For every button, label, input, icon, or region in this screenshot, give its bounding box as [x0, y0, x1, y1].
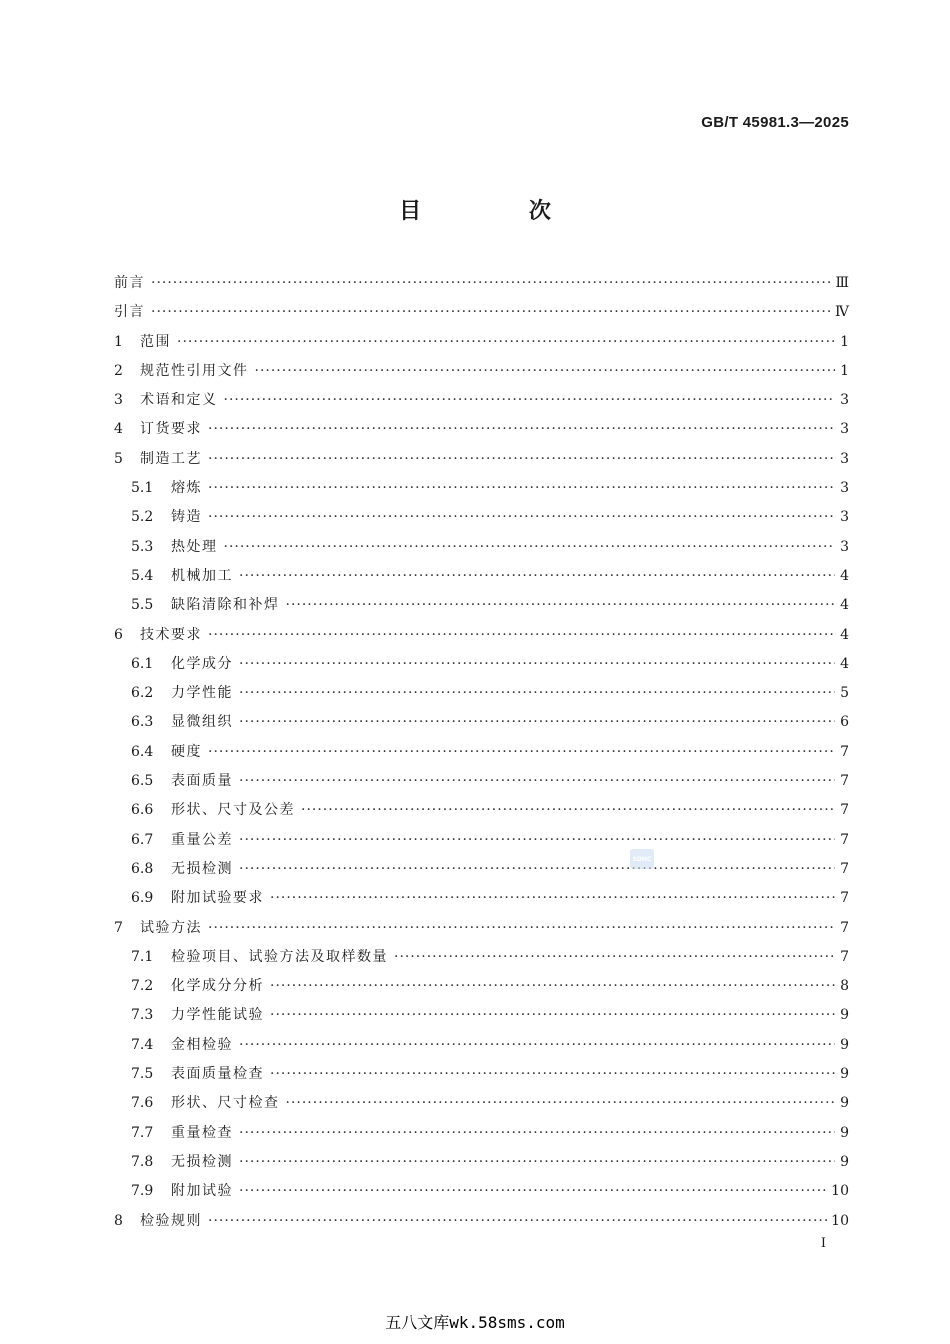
document-code: GB/T 45981.3—2025: [701, 114, 849, 131]
toc-entry-number: 6.8: [131, 860, 154, 877]
toc-entry-page: 6: [840, 714, 849, 731]
toc-entry-page: 4: [840, 567, 849, 584]
toc-entry[interactable]: [114, 415, 849, 444]
toc-leader-dots: [286, 1089, 836, 1118]
toc-entry-page: 4: [840, 626, 849, 643]
toc-entry-label: 缺陷清除和补焊: [171, 597, 280, 614]
toc-entry-label: 检验项目、试验方法及取样数量: [171, 948, 388, 965]
toc-entry-number: 6.3: [131, 714, 154, 731]
toc-entry-label: 形状、尺寸及公差: [171, 802, 295, 819]
toc-leader-dots: [208, 1207, 827, 1236]
toc-entry-label: 显微组织: [171, 714, 233, 731]
toc-leader-dots: [208, 445, 835, 474]
toc-leader-dots: [239, 826, 835, 855]
toc-entry-number: 8: [114, 1212, 123, 1229]
toc-entry[interactable]: [114, 738, 849, 767]
toc-entry-page: 7: [840, 831, 849, 848]
toc-entry-number: 2: [114, 362, 123, 379]
toc-entry-label: 范围: [140, 333, 171, 350]
toc-entry-number: 7.7: [131, 1124, 154, 1141]
toc-leader-dots: [270, 1060, 835, 1089]
toc-entry-label: 订货要求: [140, 421, 202, 438]
toc-leader-dots: [208, 621, 835, 650]
toc-entry-number: 6.4: [131, 743, 154, 760]
toc-leader-dots: [208, 415, 835, 444]
toc-entry-number: 6.2: [131, 685, 154, 702]
toc-entry-page: 9: [840, 1066, 849, 1083]
toc-entry[interactable]: [114, 943, 849, 972]
toc-entry-label: 化学成分: [171, 655, 233, 672]
toc-leader-dots: [270, 972, 835, 1001]
toc-entry-page: 4: [840, 655, 849, 672]
watermark-logo: SDHC: [630, 849, 654, 869]
toc-entry-page: 7: [840, 948, 849, 965]
toc-leader-dots: [270, 884, 835, 913]
toc-leader-dots: [208, 503, 835, 532]
toc-entry-label: 技术要求: [140, 626, 202, 643]
toc-leader-dots: [239, 562, 835, 591]
toc-entry-page: 3: [840, 392, 849, 409]
toc-entry-number: 5.1: [131, 480, 154, 497]
toc-entry-page: 9: [840, 1095, 849, 1112]
toc-entry-page: 3: [840, 450, 849, 467]
toc-leader-dots: [239, 1119, 835, 1148]
toc-entry-label: 术语和定义: [140, 392, 218, 409]
toc-entry[interactable]: [114, 914, 849, 943]
toc-entry-label: 前言: [114, 275, 145, 291]
toc-entry[interactable]: [114, 826, 849, 855]
toc-entry[interactable]: [114, 328, 849, 357]
toc-entry-number: 7.8: [131, 1153, 154, 1170]
toc-entry-page: 3: [840, 480, 849, 497]
toc-entry[interactable]: [114, 1001, 849, 1030]
toc-leader-dots: [208, 914, 835, 943]
toc-entry[interactable]: [114, 679, 849, 708]
toc-entry-label: 化学成分分析: [171, 978, 264, 995]
toc-entry[interactable]: [114, 386, 849, 415]
toc-entry-number: 5.3: [131, 538, 154, 555]
toc-leader-dots: [286, 591, 836, 620]
toc-entry-label: 铸造: [171, 509, 202, 526]
toc-entry-number: 6.6: [131, 802, 154, 819]
toc-entry[interactable]: [114, 972, 849, 1001]
toc-entry[interactable]: [114, 884, 849, 913]
toc-entry[interactable]: [114, 503, 849, 532]
toc-leader-dots: [239, 1031, 835, 1060]
toc-leader-dots: [239, 1177, 827, 1206]
toc-leader-dots: [239, 650, 835, 679]
toc-entry-label: 引言: [114, 304, 145, 321]
toc-entry-label: 无损检测: [171, 860, 233, 877]
toc-entry-page: 7: [840, 890, 849, 907]
toc-entry-number: 7.3: [131, 1007, 154, 1024]
toc-entry-page: 10: [831, 1212, 849, 1229]
toc-leader-dots: [394, 943, 835, 972]
toc-entry-page: 7: [840, 919, 849, 936]
toc-entry-number: 7.9: [131, 1183, 154, 1200]
toc-entry-label: 重量检查: [171, 1124, 233, 1141]
toc-entry[interactable]: [114, 445, 849, 474]
toc-entry-label: 硬度: [171, 743, 202, 760]
toc-entry[interactable]: [114, 1148, 849, 1177]
toc-entry-page: 8: [840, 978, 849, 995]
toc-entry-number: 7.6: [131, 1095, 154, 1112]
site-footer-link[interactable]: 五八文库wk.58sms.com: [385, 1313, 565, 1332]
toc-entry-label: 力学性能: [171, 685, 233, 702]
toc-entry-number: 7: [114, 919, 123, 936]
toc-entry[interactable]: [114, 1060, 849, 1089]
toc-entry-label: 熔炼: [171, 480, 202, 497]
toc-entry-page: 9: [840, 1036, 849, 1053]
toc-leader-dots: [208, 474, 835, 503]
toc-entry-number: 7.2: [131, 978, 154, 995]
toc-entry-page: 3: [840, 421, 849, 438]
toc-entry-page: 9: [840, 1007, 849, 1024]
toc-entry-number: 5.4: [131, 567, 154, 584]
toc-entry[interactable]: [114, 855, 849, 884]
toc-entry[interactable]: [114, 269, 849, 298]
toc-entry[interactable]: [114, 298, 849, 327]
toc-entry-number: 5.2: [131, 509, 154, 526]
toc-entry-page: 10: [831, 1183, 849, 1200]
toc-entry-number: 6.7: [131, 831, 154, 848]
toc-entry-page: 1: [840, 362, 849, 379]
page-number: I: [820, 1236, 826, 1251]
table-of-contents: [114, 269, 849, 1236]
toc-entry[interactable]: [114, 357, 849, 386]
toc-entry-label: 无损检测: [171, 1153, 233, 1170]
toc-leader-dots: [151, 269, 831, 298]
toc-entry-label: 检验规则: [140, 1212, 202, 1229]
toc-entry[interactable]: [114, 621, 849, 650]
toc-leader-dots: [208, 738, 835, 767]
toc-leader-dots: [239, 679, 835, 708]
toc-entry[interactable]: [114, 1089, 849, 1118]
toc-entry-label: 力学性能试验: [171, 1007, 264, 1024]
toc-entry-label: 重量公差: [171, 831, 233, 848]
toc-entry[interactable]: [114, 650, 849, 679]
toc-entry-page: Ⅲ: [835, 275, 849, 291]
toc-leader-dots: [301, 796, 835, 825]
toc-entry-label: 附加试验: [171, 1183, 233, 1200]
toc-entry-page: 3: [840, 538, 849, 555]
toc-entry-label: 机械加工: [171, 567, 233, 584]
toc-entry-page: 3: [840, 509, 849, 526]
toc-leader-dots: [239, 767, 835, 796]
toc-entry-page: 7: [840, 802, 849, 819]
toc-leader-dots: [239, 855, 835, 884]
toc-leader-dots: [270, 1001, 835, 1030]
toc-leader-dots: [151, 298, 831, 327]
toc-entry-number: 6.9: [131, 890, 154, 907]
toc-entry-label: 形状、尺寸检查: [171, 1095, 280, 1112]
toc-entry[interactable]: [114, 796, 849, 825]
toc-entry-label: 试验方法: [140, 919, 202, 936]
toc-entry-label: 制造工艺: [140, 450, 202, 467]
toc-leader-dots: [239, 708, 835, 737]
toc-entry-page: 7: [840, 743, 849, 760]
toc-entry-page: 5: [840, 685, 849, 702]
toc-entry-label: 金相检验: [171, 1036, 233, 1053]
toc-entry-number: 3: [114, 392, 123, 409]
toc-entry-number: 6.5: [131, 773, 154, 790]
toc-title: 目 次: [399, 199, 601, 224]
toc-entry[interactable]: [114, 562, 849, 591]
toc-entry-page: 1: [840, 333, 849, 350]
toc-entry-number: 1: [114, 333, 123, 350]
toc-entry-number: 7.4: [131, 1036, 154, 1053]
toc-entry-number: 6: [114, 626, 123, 643]
toc-entry[interactable]: [114, 474, 849, 503]
toc-leader-dots: [239, 1148, 835, 1177]
toc-leader-dots: [224, 386, 836, 415]
toc-entry-label: 热处理: [171, 538, 218, 555]
toc-entry-label: 规范性引用文件: [140, 362, 249, 379]
toc-entry-number: 7.1: [131, 948, 154, 965]
toc-entry[interactable]: [114, 1031, 849, 1060]
toc-entry-number: 5: [114, 450, 123, 467]
toc-entry-page: 7: [840, 860, 849, 877]
toc-entry-number: 5.5: [131, 597, 154, 614]
toc-entry-page: 9: [840, 1124, 849, 1141]
toc-entry-page: 4: [840, 597, 849, 614]
toc-entry-number: 4: [114, 421, 123, 438]
toc-entry-label: 附加试验要求: [171, 890, 264, 907]
toc-entry-number: 7.5: [131, 1066, 154, 1083]
toc-leader-dots: [224, 533, 836, 562]
toc-entry-label: 表面质量: [171, 773, 233, 790]
toc-entry[interactable]: [114, 1207, 849, 1236]
toc-entry-number: 6.1: [131, 655, 154, 672]
toc-entry-label: 表面质量检查: [171, 1066, 264, 1083]
toc-entry[interactable]: [114, 1119, 849, 1148]
toc-entry[interactable]: [114, 1177, 849, 1206]
toc-entry[interactable]: [114, 591, 849, 620]
toc-entry[interactable]: [114, 533, 849, 562]
toc-entry-page: 9: [840, 1153, 849, 1170]
toc-entry-page: Ⅳ: [835, 304, 849, 321]
toc-entry-page: 7: [840, 773, 849, 790]
toc-entry[interactable]: [114, 767, 849, 796]
toc-leader-dots: [255, 357, 836, 386]
toc-leader-dots: [177, 328, 835, 357]
toc-entry[interactable]: [114, 708, 849, 737]
